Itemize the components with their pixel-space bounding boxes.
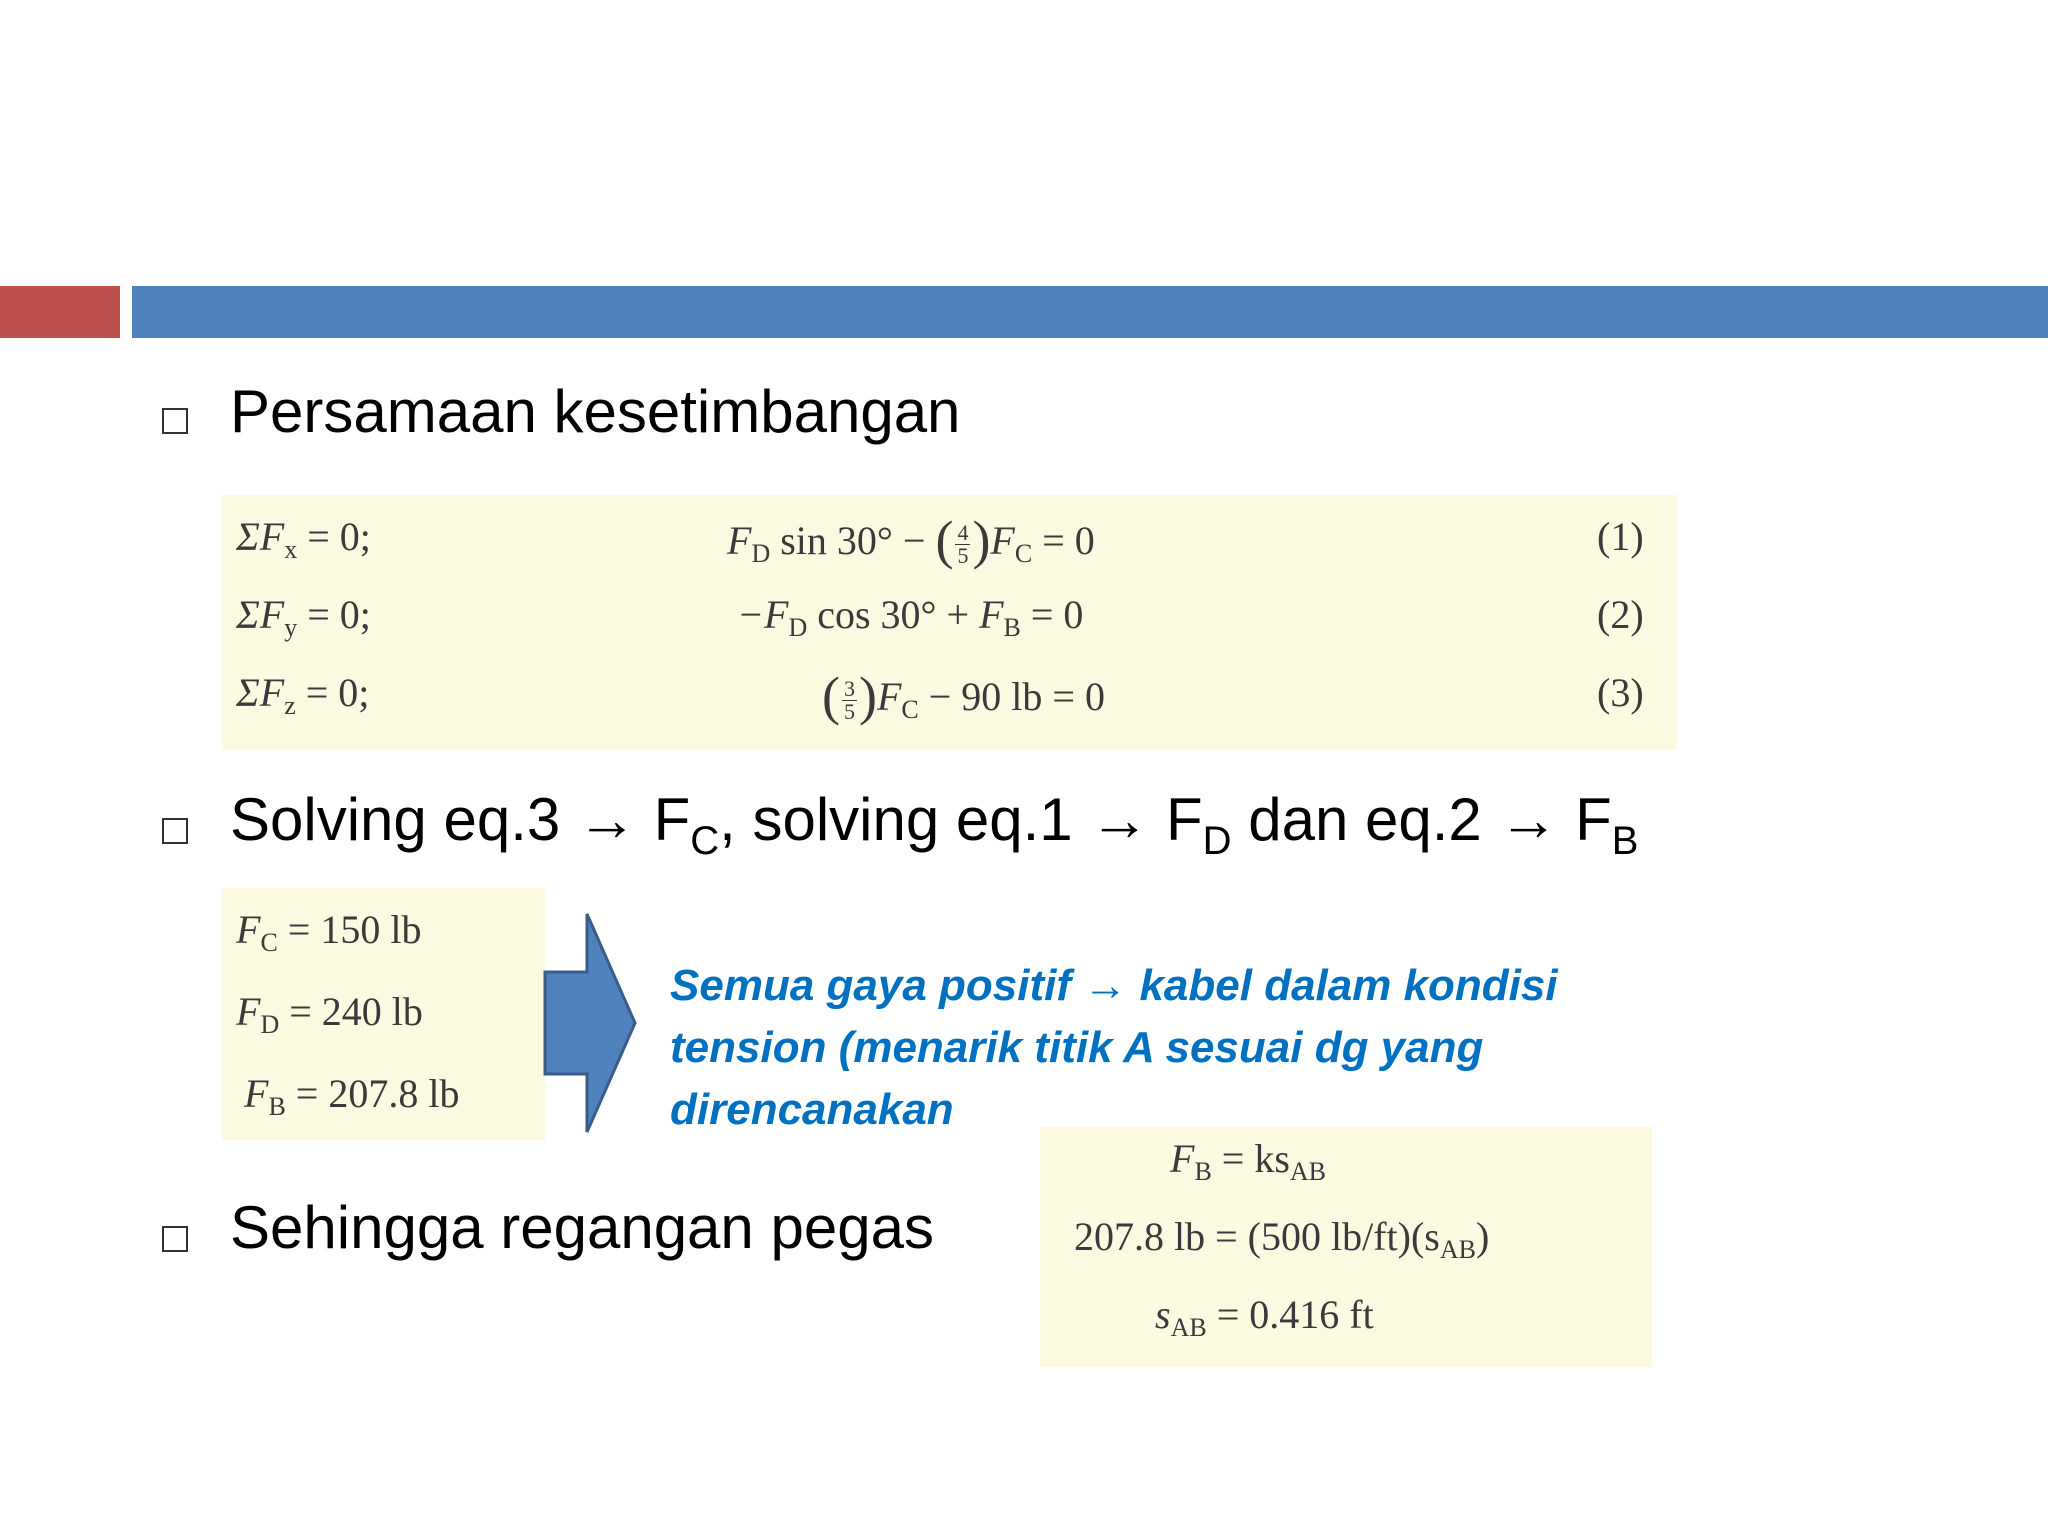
equation-3: ( $\frac{3}{5}$ )$F_C - 90$ lb = 0 — [822, 666, 1105, 726]
equation-number: (3) — [1597, 670, 1644, 715]
spring-eq-3: $s_{AB} = 0.416$ ft — [1155, 1292, 1374, 1342]
result-fc: $F_C = 150$ lb — [236, 907, 422, 957]
equation-2: $-F_D$ $\cos 30^\circ + F_B = 0$ — [737, 592, 1084, 642]
spring-stretch-box — [1040, 1127, 1652, 1367]
bullet-square-icon — [162, 1226, 188, 1252]
bullet-text-3: Sehingga regangan pegas — [230, 1194, 934, 1261]
equation-row: $\Sigma F_y = 0$; — [236, 592, 371, 642]
equation-1: $F_D$ sin 30° − ( $\frac{4}{5}$ )$F_C = 0$ — [727, 510, 1095, 570]
bullet-square-icon — [162, 408, 188, 434]
result-fb: $F_B = 207.8$ lb — [244, 1071, 460, 1121]
block-arrow-right-icon — [540, 910, 640, 1140]
bullet-text-1: Persamaan kesetimbangan — [230, 378, 961, 445]
equation-number: (2) — [1597, 592, 1644, 637]
equilibrium-equations — [222, 495, 1677, 750]
spring-eq-1: $F_B = ks_{AB}$ — [1170, 1136, 1327, 1186]
header-accent-red — [0, 286, 120, 338]
result-fd: $F_D = 240$ lb — [236, 989, 423, 1039]
equation-row: $\Sigma F_x = 0$; — [236, 514, 371, 564]
bullet-text-2: Solving $eq.3 \to F_C$, solving $eq.1 \to F_D$ dan $eq.2 \to F_B$ — [230, 786, 1639, 863]
spring-eq-2: 207.8 lb = (500 $lb/ft)(s_{AB})$ — [1074, 1214, 1490, 1264]
header-accent-blue — [132, 286, 2048, 338]
equation-number: (1) — [1597, 514, 1644, 559]
bullet-square-icon — [162, 818, 188, 844]
note-text: Semua gaya positif → kabel dalam kondisi tension (menarik titik A sesuai dg yang direncanakan — [670, 961, 1558, 1134]
equation-row: $\Sigma F_z = 0$; — [236, 670, 370, 720]
results-box — [222, 888, 545, 1140]
